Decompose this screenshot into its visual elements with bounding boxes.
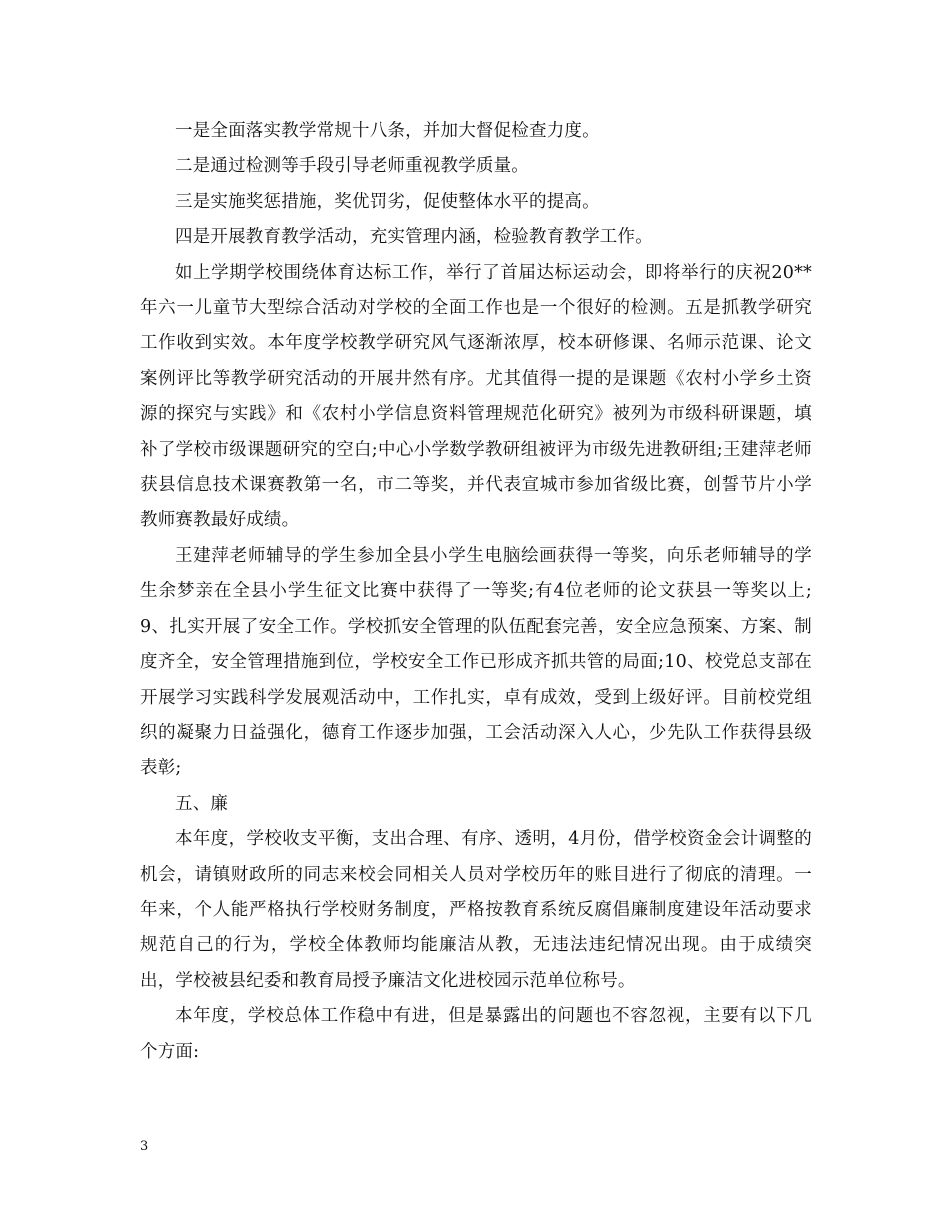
paragraph-4: 四是开展教育教学活动，充实管理内涵，检验教育教学工作。 [175, 227, 653, 248]
paragraph-2: 二是通过检测等手段引导老师重视教学质量。 [175, 156, 529, 177]
paragraph-3: 三是实施奖惩措施，奖优罚劣，促使整体水平的提高。 [175, 191, 600, 212]
section-heading: 五、廉 [175, 793, 229, 814]
document-body [140, 114, 812, 1070]
paragraph-8: 本年度，学校收支平衡，支出合理、有序、透明，4月份，借学校资金会计调整的机会，请镇财政所的同志来校会同相关人员对学校历年的账目进行了彻底的清理。一年来，个人能严格执行学校财务制度，严格按教育系统反腐倡廉制度建设年活动要求规范自己的行为，学校全体教师均能廉洁从教，无违法违纪情况出现。由于成绩突出，学校被县纪委和教育局授予廉洁文化进校园示范单位称号。 [140, 829, 812, 991]
paragraph-6: 王建萍老师辅导的学生参加全县小学生电脑绘画获得一等奖，向乐老师辅导的学生余梦亲在全县小学生征文比赛中获得了一等奖;有4位老师的论文获县一等奖以上;9、扎实开展了安全工作。学校抓安全管理的队伍配套完善，安全应急预案、方案、制度齐全，安全管理措施到位，学校安全工作已形成齐抓共管的局面;10、校党总支部在开展学习实践科学发展观活动中，工作扎实，卓有成效，受到上级好评。目前校党组织的凝聚力日益强化，德育工作逐步加强，工会活动深入人心，少先队工作获得县级表彰; [140, 545, 812, 779]
paragraph-1: 一是全面落实教学常规十八条，并加大督促检查力度。 [175, 121, 600, 141]
paragraph-9: 本年度，学校总体工作稳中有进，但是暴露出的问题也不容忽视，主要有以下几个方面: [140, 1006, 812, 1062]
paragraph-5: 如上学期学校围绕体育达标工作，举行了首届达标运动会，即将举行的庆祝20**年六一儿童节大型综合活动对学校的全面工作也是一个很好的检测。五是抓教学研究工作收到实效。本年度学校教学研究风气逐渐浓厚，校本研修课、名师示范课、论文案例评比等教学研究活动的开展井然有序。尤其值得一提的是课题《农村小学乡土资源的探究与实践》和《农村小学信息资料管理规范化研究》被列为市级科研课题，填补了学校市级课题研究的空白;中心小学数学教研组被评为市级先进教研组;王建萍老师获县信息技术课赛教第一名，市二等奖，并代表宣城市参加省级比赛，创誓节片小学教师赛教最好成绩。 [140, 262, 812, 531]
page-number: 3 [140, 1139, 149, 1154]
